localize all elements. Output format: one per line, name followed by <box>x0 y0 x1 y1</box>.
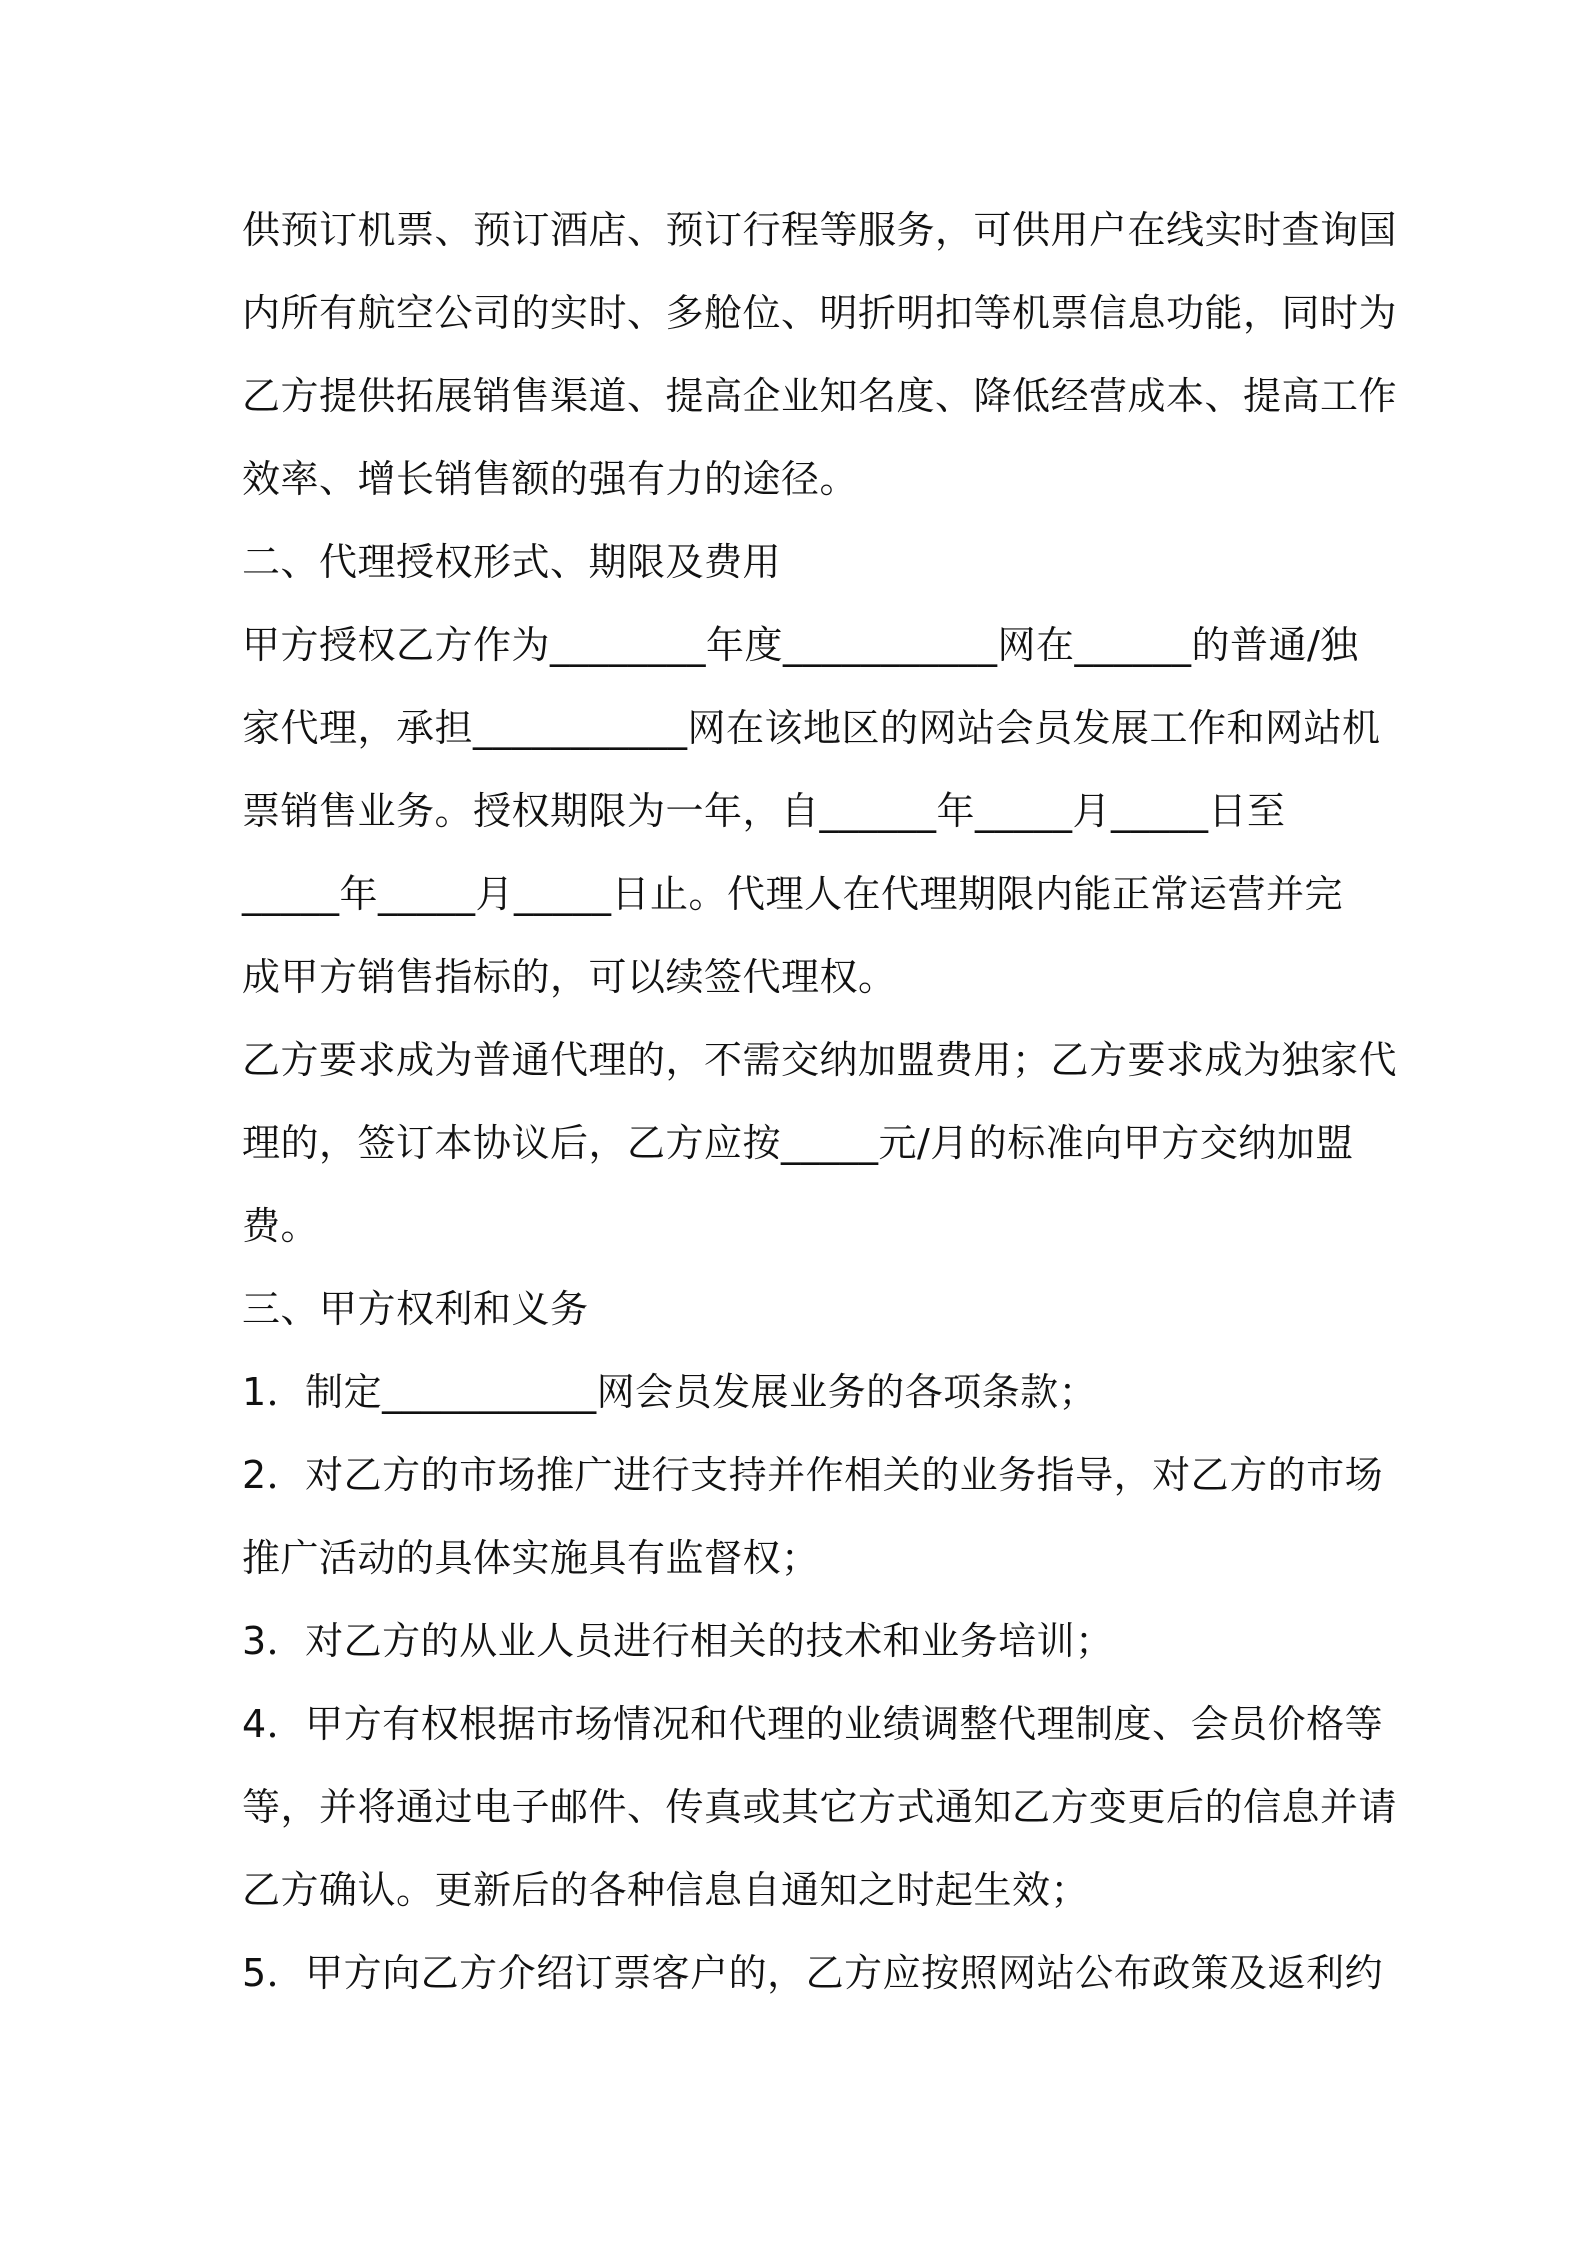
text-line: 乙方提供拓展销售渠道、提高企业知名度、降低经营成本、提高工作 <box>242 374 1398 418</box>
text-line: 推广活动的具体实施具有监督权； <box>242 1536 820 1580</box>
list-item: 4．甲方有权根据市场情况和代理的业绩调整代理制度、会员价格等 <box>242 1702 1384 1746</box>
text-line: 票销售业务。授权期限为一年，自______年_____月_____日至 <box>242 789 1286 833</box>
list-item: 1．制定___________网会员发展业务的各项条款； <box>242 1370 1098 1414</box>
list-item: 5．甲方向乙方介绍订票客户的，乙方应按照网站公布政策及返利约 <box>242 1951 1384 1995</box>
text-line: 内所有航空公司的实时、多舱位、明折明扣等机票信息功能，同时为 <box>242 291 1398 335</box>
text-line: 效率、增长销售额的强有力的途径。 <box>242 457 859 501</box>
text-line: 家代理，承担___________网在该地区的网站会员发展工作和网站机 <box>242 706 1381 750</box>
section-heading: 三、甲方权利和义务 <box>242 1287 589 1331</box>
text-line: 理的，签订本协议后，乙方应按_____元/月的标准向甲方交纳加盟 <box>242 1121 1354 1165</box>
text-line: _____年_____月_____日止。代理人在代理期限内能正常运营并完 <box>242 872 1344 916</box>
text-line: 甲方授权乙方作为________年度___________网在______的普通/独 <box>242 623 1359 667</box>
text-line: 供预订机票、预订酒店、预订行程等服务，可供用户在线实时查询国 <box>242 208 1398 252</box>
text-line: 等，并将通过电子邮件、传真或其它方式通知乙方变更后的信息并请 <box>242 1785 1398 1829</box>
text-line: 费。 <box>242 1204 320 1248</box>
list-item: 3．对乙方的从业人员进行相关的技术和业务培训； <box>242 1619 1114 1663</box>
text-line: 乙方要求成为普通代理的，不需交纳加盟费用；乙方要求成为独家代 <box>242 1038 1398 1082</box>
list-item: 2．对乙方的市场推广进行支持并作相关的业务指导，对乙方的市场 <box>242 1453 1384 1497</box>
text-line: 成甲方销售指标的，可以续签代理权。 <box>242 955 897 999</box>
text-line: 乙方确认。更新后的各种信息自通知之时起生效； <box>242 1868 1090 1912</box>
section-heading: 二、代理授权形式、期限及费用 <box>242 540 782 584</box>
